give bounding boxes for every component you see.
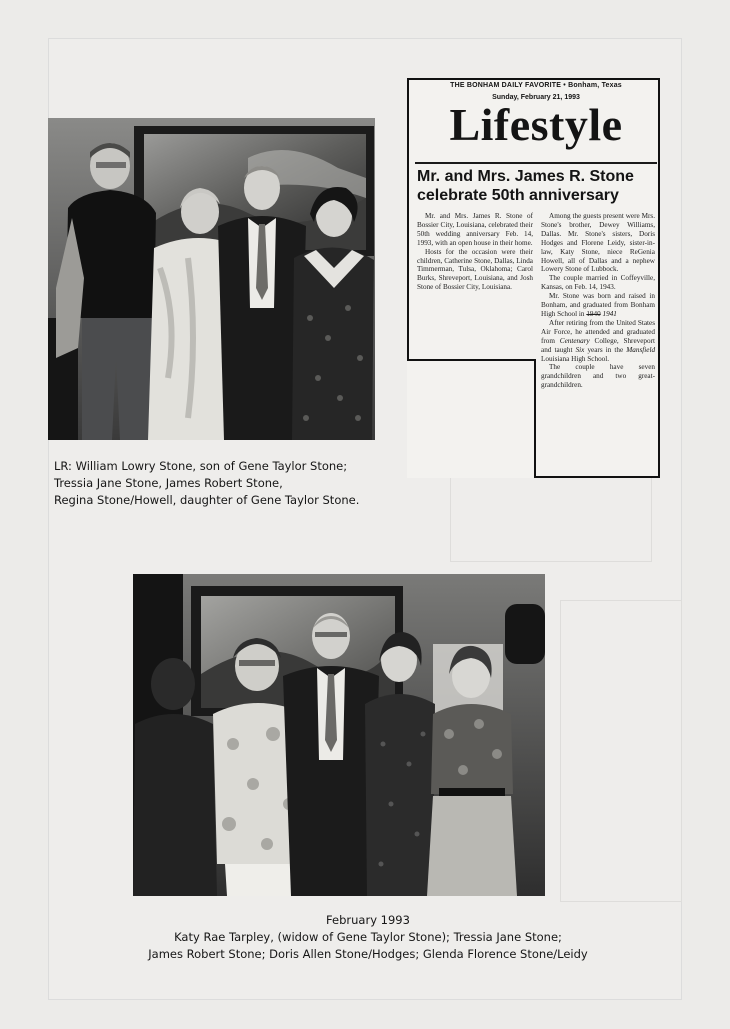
family-photo-2-image	[133, 574, 545, 896]
paragraph-text: years in the	[587, 345, 624, 354]
newspaper-clipping	[407, 78, 660, 478]
photo-2-caption	[108, 912, 628, 963]
section-title: Lifestyle	[449, 99, 623, 150]
article-paragraph: The couple married in Coffeyville, Kansas, on Feb. 14, 1943.	[541, 274, 655, 292]
handwritten-college: Centenary	[559, 336, 590, 345]
photo-1-caption	[54, 458, 414, 509]
article-paragraph: The couple have seven grandchildren and two great-grandchildren.	[541, 363, 655, 390]
caption-line: James Robert Stone; Doris Allen Stone/Hodges; Glenda Florence Stone/Leidy	[148, 947, 588, 961]
article-paragraph-graduation	[541, 292, 655, 319]
struck-year: 1940	[586, 309, 601, 318]
article-paragraph: Among the guests present were Mrs. Stone's brother, Dewey Williams, Dallas. Mr. Stone's sisters, Doris Hodges and Florene Leidy, sister-in-law, Katy Stone, niece ReGenia Howell, all of Dallas and a nephew Lowery Stone of Lubbock.	[541, 212, 655, 274]
header-rule	[415, 162, 657, 164]
article-paragraph: Hosts for the occasion were their children, Catherine Stone, Dallas, Linda Timmerman, Tulsa, Oklahoma; Carol Burks, Shreveport, Louisiana, and Josh Stone of Bossier City, Louisiana.	[417, 247, 533, 292]
article-column-1	[417, 212, 533, 292]
family-photo-1	[48, 118, 375, 440]
paragraph-text: Louisiana High School.	[541, 354, 610, 363]
article-column-2	[541, 212, 655, 390]
family-photo-1-image	[48, 118, 375, 440]
newspaper-name: THE BONHAM DAILY FAVORITE • Bonham, Texas	[450, 82, 622, 89]
caption-date: February 1993	[326, 913, 410, 927]
handwritten-year: 1941	[602, 309, 617, 318]
article-paragraph-career	[541, 319, 655, 364]
caption-line: LR: William Lowry Stone, son of Gene Taylor Stone;	[54, 459, 348, 473]
caption-line: Katy Rae Tarpley, (widow of Gene Taylor Stone); Tressia Jane Stone;	[174, 930, 562, 944]
family-photo-2	[133, 574, 545, 896]
clipping-header	[415, 82, 657, 148]
caption-line: Tressia Jane Stone, James Robert Stone,	[54, 476, 283, 490]
background-bleedthrough-box	[560, 600, 682, 902]
article-paragraph: Mr. and Mrs. James R. Stone of Bossier City, Louisiana, celebrated their 50th wedding anniversary Feb. 14, 1993, with an open house in their home.	[417, 212, 533, 247]
caption-line: Regina Stone/Howell, daughter of Gene Taylor Stone.	[54, 493, 360, 507]
paragraph-text: Mr. Stone was born and raised in Bonham, and graduated from Bonham High School in	[541, 292, 655, 318]
newspaper-date: Sunday, February 21, 1993	[492, 94, 580, 101]
article-headline: Mr. and Mrs. James R. Stone celebrate 50th anniversary	[417, 168, 634, 204]
paragraph-text: College, Shreveport and taught	[541, 336, 656, 354]
handwritten-school: Mansfield	[626, 345, 656, 354]
handwritten-years: Six	[575, 345, 585, 354]
paragraph-text: After retiring from the United States Air Force, he attended and graduated from	[541, 318, 655, 345]
